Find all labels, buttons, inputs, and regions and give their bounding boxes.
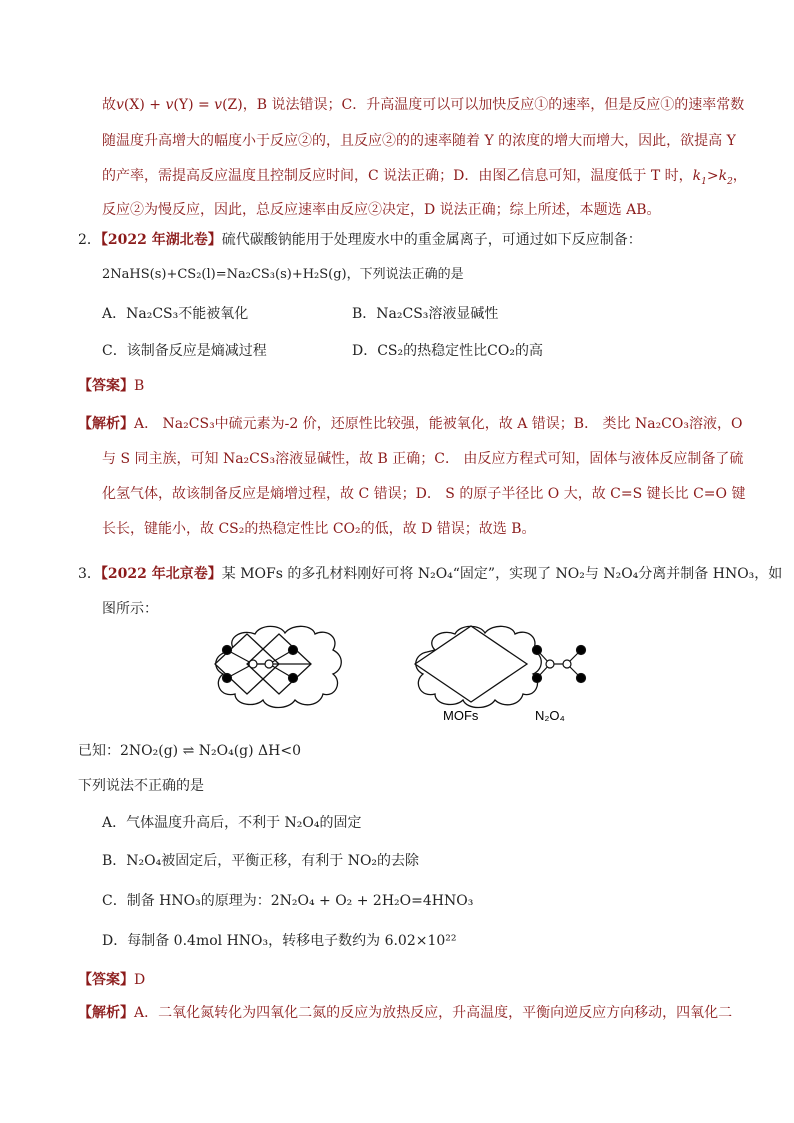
p1-line-4: 反应②为慢反应，因此，总反应速率由反应②决定，D 说法正确；综上所述，本题选 AB。 bbox=[102, 202, 661, 218]
nitrogen-atom bbox=[563, 660, 571, 668]
oxygen-atom bbox=[289, 674, 298, 683]
q2-option-a: A．Na₂CS₃不能被氧化 bbox=[102, 306, 249, 322]
oxygen-atom bbox=[577, 674, 586, 683]
oxygen-atom bbox=[577, 646, 586, 655]
q2-option-b: B．Na₂CS₃溶液显碱性 bbox=[352, 306, 499, 322]
p1-line-3: 的产率，需提高反应温度且控制反应时间，C 说法正确；D．由图乙信息可知，温度低于 T 时，$k_1>k_2$， bbox=[102, 168, 747, 187]
q2-explanation-3: 化氢气体，故该制备反应是熵增过程，故 C 错误；D． S 的原子半径比 O 大，故 C=S 键长比 C=O 键 bbox=[102, 486, 746, 502]
mof-with-n2o4 bbox=[215, 626, 341, 707]
oxygen-atom bbox=[533, 674, 542, 683]
oxygen-atom bbox=[223, 646, 232, 655]
q3-option-c: C．制备 HNO₃的原理为：2N₂O₄ + O₂ + 2H₂O=4HNO₃ bbox=[102, 893, 474, 909]
oxygen-atom bbox=[223, 674, 232, 683]
q3-explanation-1: 【解析】A．二氧化氮转化为四氧化二氮的反应为放热反应，升高温度，平衡向逆反应方向移动，四氧化二 bbox=[78, 1005, 733, 1021]
q3-option-a: A．气体温度升高后，不利于 N₂O₄的固定 bbox=[102, 815, 362, 831]
p1-line-2: 随温度升高增大的幅度小于反应②的，且反应②的的速率随着 Y 的浓度的增大而增大，因此，欲提高 Y bbox=[102, 133, 736, 149]
nitrogen-atom bbox=[265, 660, 273, 668]
q3-stem-2: 图所示： bbox=[102, 601, 158, 617]
fig-label-n2o4: N₂O₄ bbox=[535, 708, 565, 723]
empty-mof bbox=[415, 626, 541, 708]
mofs-figure bbox=[205, 620, 605, 730]
nitrogen-atom bbox=[546, 660, 554, 668]
q3-stem-1: 3．【2022 年北京卷】某 MOFs 的多孔材料刚好可将 N₂O₄“固定”，实现了 NO₂与 N₂O₄分离并制备 HNO₃，如 bbox=[78, 566, 783, 582]
q3-known: 已知：2NO₂(g) ⇌ N₂O₄(g) ΔH<0 bbox=[78, 743, 302, 759]
q2-explanation-1: 【解析】A． Na₂CS₃中硫元素为-2 价，还原性比较强，能被氧化，故 A 错误；B． 类比 Na₂CO₃溶液，O bbox=[78, 416, 743, 432]
oxygen-atom bbox=[289, 646, 298, 655]
q3-ask: 下列说法不正确的是 bbox=[78, 778, 204, 794]
q2-option-d: D．CS₂的热稳定性比CO₂的高 bbox=[352, 343, 543, 359]
oxygen-atom bbox=[533, 646, 542, 655]
q2-answer: 【答案】B bbox=[78, 378, 145, 394]
q2-explanation-2: 与 S 同主族，可知 Na₂CS₃溶液显碱性，故 B 正确；C． 由反应方程式可知，固体与液体反应制备了硫 bbox=[102, 451, 744, 467]
q2-stem: 2．【2022 年湖北卷】硫代碳酸钠能用于处理废水中的重金属离子，可通过如下反应制备： bbox=[78, 232, 642, 248]
q2-equation: 2NaHS(s)+CS₂(l)=Na₂CS₃(s)+H₂S(g)，下列说法正确的是 bbox=[102, 267, 464, 282]
q2-option-c: C．该制备反应是熵减过程 bbox=[102, 343, 267, 359]
q3-answer: 【答案】D bbox=[78, 972, 146, 988]
q3-option-d: D．每制备 0.4mol HNO₃，转移电子数约为 6.02×10²² bbox=[102, 933, 457, 949]
fig-label-mofs: MOFs bbox=[443, 708, 479, 723]
p1-line-1: 故v(X) + v(Y) = v(Z)，B 说法错误；C．升高温度可以可以加快反应①的速率，但是反应①的速率常数 bbox=[102, 97, 745, 113]
nitrogen-atom bbox=[249, 660, 257, 668]
q2-explanation-4: 长长，键能小，故 CS₂的热稳定性比 CO₂的低，故 D 错误；故选 B。 bbox=[102, 521, 536, 537]
q3-option-b: B．N₂O₄被固定后，平衡正移，有利于 NO₂的去除 bbox=[102, 853, 420, 869]
